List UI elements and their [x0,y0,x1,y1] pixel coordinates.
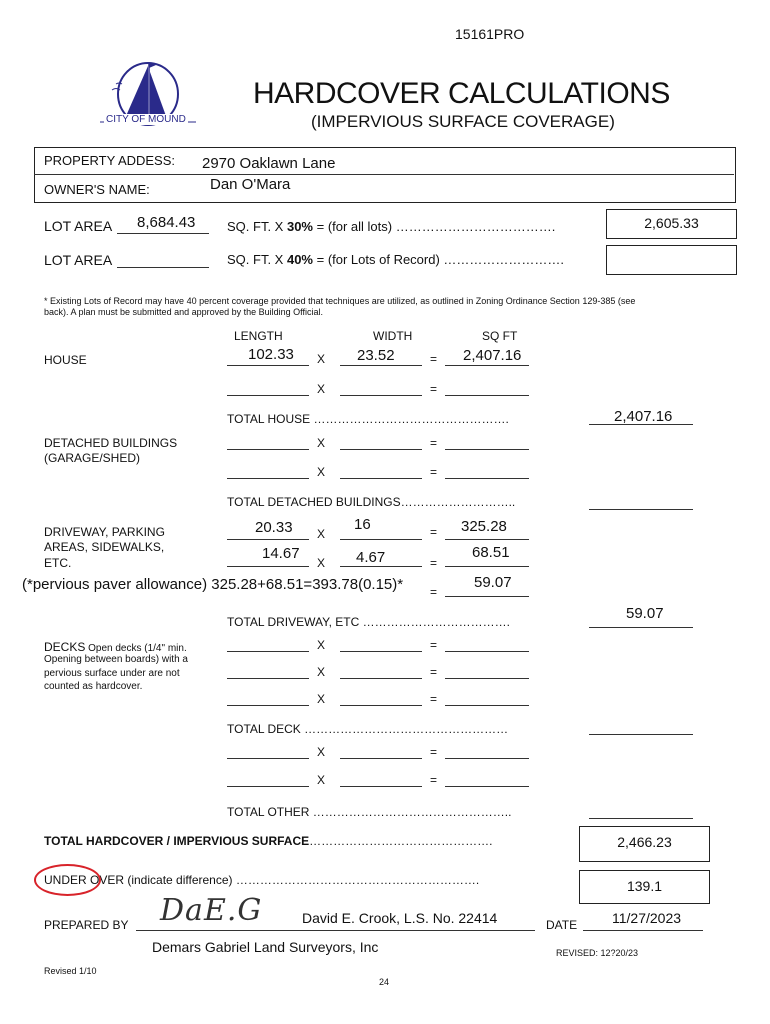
col-length: LENGTH [234,329,283,343]
difference-value: 139.1 [626,878,663,894]
total-hardcover-value: 2,466.23 [617,834,672,850]
lot-of-record-note: * Existing Lots of Record may have 40 percent coverage provided that techniques are utilized, as outlined in Zoning Ordinance Section 129-385 (see [44,296,636,306]
document-code: 15161PRO [455,26,525,42]
under-over-line [44,873,479,887]
allowed-30-box [606,209,737,239]
surveyor-name: David E. Crook, L.S. No. 22414 [302,910,498,926]
lot-area-formula-30: SQ. FT. X 30% = (for all lots) ………………………………. [227,219,556,234]
logo-text: CITY OF MOUND [106,114,186,125]
lot-area-value: 8,684.43 [137,214,196,231]
detached-label: DETACHED BUILDINGS [44,436,178,450]
page-subtitle: (IMPERVIOUS SURFACE COVERAGE) [311,112,615,131]
prepared-by-label: PREPARED BY [44,918,129,932]
driveway-label-2: AREAS, SIDEWALKS, [44,540,165,554]
decks-label-4: counted as hardcover. [44,681,143,692]
revised-stamp: REVISED: 12?20/23 [556,948,639,958]
footer-revised: Revised 1/10 [44,966,97,976]
decks-label-3: pervious surface under are not [44,668,180,679]
house-width-1: 23.52 [357,347,395,364]
total-deck-label: TOTAL DECK …………………………………………… [227,722,509,736]
driveway-length-2: 14.67 [262,545,300,562]
driveway-width-1: 16 [354,516,371,533]
driveway-width-2: 4.67 [356,549,386,566]
owner-label: OWNER'S NAME: [44,182,150,197]
driveway-sqft-1: 325.28 [461,518,507,535]
address-value: 2970 Oaklawn Lane [202,155,336,172]
total-hardcover-box [579,826,710,862]
page-title: HARDCOVER CALCULATIONS [253,77,670,110]
lot-area-label-2: LOT AREA [44,252,113,268]
total-house-label: TOTAL HOUSE …………………………………………. [227,412,509,426]
address-label: PROPERTY ADDESS: [44,153,176,168]
allowed-30-value: 2,605.33 [644,215,699,231]
date-value: 11/27/2023 [612,910,682,926]
property-divider [34,174,734,175]
paver-allowance-result: 59.07 [474,574,512,591]
owner-value: Dan O'Mara [210,176,291,193]
decks-label-2: Opening between boards) with a [44,654,188,665]
col-sqft: SQ FT [482,329,518,343]
allowed-40-box [606,245,737,275]
date-label: DATE [546,918,578,932]
over-option: OVER (indicate difference) ……………………………………………………. [86,873,480,887]
house-sqft-1: 2,407.16 [463,347,522,364]
total-driveway-label: TOTAL DRIVEWAY, ETC ………………………………. [227,615,510,629]
driveway-label: DRIVEWAY, PARKING [44,525,165,539]
lot-area-label-1: LOT AREA [44,218,113,234]
city-logo [98,58,198,128]
decks-label: DECKS Open decks (1/4" min. [44,640,187,654]
under-option: UNDER [44,873,87,887]
lot-of-record-note-2: back). A plan must be submitted and approved by the Building Official. [44,307,323,317]
total-house-value: 2,407.16 [614,408,673,425]
page-number: 24 [379,977,390,987]
driveway-sqft-2: 68.51 [472,544,510,561]
total-detached-label: TOTAL DETACHED BUILDINGS……………………….. [227,495,516,509]
company-name: Demars Gabriel Land Surveyors, Inc [152,939,379,955]
total-other-label: TOTAL OTHER ………………………………………….. [227,805,512,819]
driveway-length-1: 20.33 [255,519,293,536]
lot-area-formula-40: SQ. FT. X 40% = (for Lots of Record) ………………………. [227,252,565,267]
house-length-1: 102.33 [248,346,294,363]
total-hardcover-label: TOTAL HARDCOVER / IMPERVIOUS SURFACE………………………………………. [44,834,493,848]
signature-image: DaE.G [160,893,263,928]
under-circle-mark [34,864,101,896]
detached-label-2: (GARAGE/SHED) [44,451,141,465]
total-driveway-value: 59.07 [626,605,664,622]
paver-allowance-note: (*pervious paver allowance) 325.28+68.51=393.78(0.15)* [22,576,404,593]
col-width: WIDTH [373,329,413,343]
driveway-label-3: ETC. [44,556,72,570]
house-label: HOUSE [44,353,87,367]
difference-box [579,870,710,904]
